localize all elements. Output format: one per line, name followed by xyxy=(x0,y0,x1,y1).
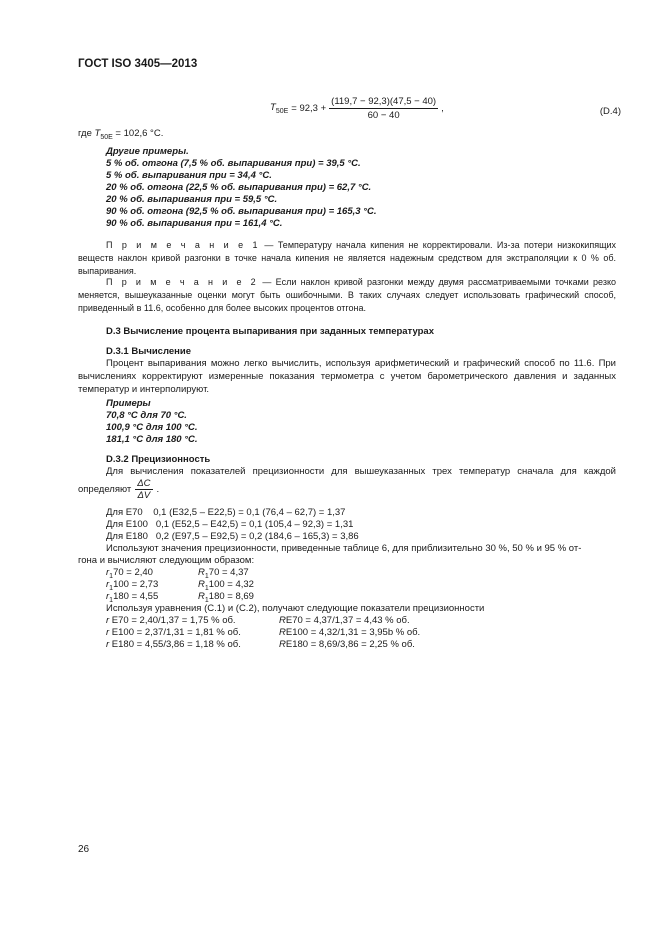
example-line: 20 % об. отгона (22,5 % об. выпаривания при) = 62,7 °С. xyxy=(106,182,372,193)
formula-comma: , xyxy=(441,103,444,114)
equation-number: (D.4) xyxy=(599,106,621,117)
section-d31-title: D.3.1 Вычисление xyxy=(106,346,192,357)
example-line: 70,8 °С для 70 °С. xyxy=(106,410,187,421)
other-examples-heading: Другие примеры. xyxy=(106,146,189,157)
example-line: 181,1 °С для 180 °С. xyxy=(106,434,198,445)
note-1: П р и м е ч а н и е 1 — Температуру начала кипения не корректировали. Из-за потери низкокипящих веществ наклон кривой разгонки в точке начала кипения не является надежным средством для экстраполяции к 0 % об. выпаривания. xyxy=(78,240,617,276)
examples-heading: Примеры xyxy=(106,398,151,409)
e-line: Для Е180 0,2 (Е97,5 – Е92,5) = 0,2 (184,6 – 165,3) = 3,86 xyxy=(106,531,359,542)
determine-line: определяют ΔC ΔV . xyxy=(78,478,160,501)
example-line: 90 % об. выпаривания при = 161,4 °С. xyxy=(106,218,283,229)
section-d31-text: Процент выпаривания можно легко вычислить, используя арифметический и графический способ по 11.6. При вычислениях корректируют измеренные показания термометра с учетом барометрического давления и заданных температур и интерполируют. xyxy=(78,358,616,395)
delta-fraction: ΔC ΔV xyxy=(137,478,151,501)
e-line: Для Е70 0,1 (Е32,5 – Е22,5) = 0,1 (76,4 – 62,7) = 1,37 xyxy=(106,507,346,518)
formula-numerator: (119,7 − 92,3)(47,5 − 40) xyxy=(331,96,437,107)
r-e-value: r Е70 = 2,40/1,37 = 1,75 % об. xyxy=(106,615,236,626)
R-value: $R_1100 = 4,32$ xyxy=(198,579,254,592)
e-line: Для Е100 0,1 (Е52,5 – Е42,5) = 0,1 (105,4 – 92,3) = 1,31 xyxy=(106,519,354,530)
example-line: 5 % об. отгона (7,5 % об. выпаривания при) = 39,5 °С. xyxy=(106,158,361,169)
r-value: $r_1100 = 2,73$ xyxy=(106,579,159,592)
r-value: $r_1180 = 4,55$ xyxy=(106,591,159,604)
formula-lhs: $T_{50E}$ xyxy=(270,102,289,115)
section-d3-title: D.3 Вычисление процента выпаривания при заданных температурах xyxy=(106,326,434,337)
r-value: $r_170 = 2,40$ xyxy=(106,567,153,580)
R-e-value: RЕ180 = 8,69/3,86 = 2,25 % об. xyxy=(279,639,415,650)
note-2: П р и м е ч а н и е 2 — Если наклон кривой разгонки между двумя рассматриваемыми точками резко меняется, вышеуказанные оценки могут быть ошибочными. В таких случаях следует использовать графический способ, приведенный в 11.6, особенно для более высоких процентов отгона. xyxy=(78,277,617,313)
page-number: 26 xyxy=(78,844,90,855)
r-e-value: r Е180 = 4,55/3,86 = 1,18 % об. xyxy=(106,639,241,650)
equations-text: Используя уравнения (С.1) и (С.2), получают следующие показатели прецизионности xyxy=(106,603,485,614)
example-line: 100,9 °С для 100 °С. xyxy=(106,422,198,433)
formula-equals: = 92,3 + xyxy=(291,103,327,114)
R-value: $R_170 = 4,37$ xyxy=(198,567,249,580)
formula-fraction xyxy=(329,96,438,121)
formula-d4 xyxy=(270,96,444,121)
use-text-line-1: Используют значения прецизионности, приведенные таблице 6, для приблизительно 30 %, 50 % и 95 % от- xyxy=(106,543,582,554)
example-line: 90 % об. отгона (92,5 % об. выпаривания при) = 165,3 °С. xyxy=(106,206,377,217)
formula-denominator: 60 − 40 xyxy=(367,110,400,121)
r-e-value: r Е100 = 2,37/1,31 = 1,81 % об. xyxy=(106,627,241,638)
section-d32-title: D.3.2 Прецизионность xyxy=(106,454,211,465)
R-e-value: RЕ70 = 4,37/1,37 = 4,43 % об. xyxy=(279,615,410,626)
precision-intro: Для вычисления показателей прецизионности для вышеуказанных трех температур сначала для каждой xyxy=(106,466,616,477)
use-text-line-2: гона и вычисляют следующим образом: xyxy=(78,555,255,566)
document-header: ГОСТ ISO 3405—2013 xyxy=(78,58,198,70)
example-line: 5 % об. выпаривания при = 34,4 °С. xyxy=(106,170,272,181)
example-line: 20 % об. выпаривания при = 59,5 °С. xyxy=(106,194,278,205)
R-e-value: RЕ100 = 4,32/1,31 = 3,95b % об. xyxy=(279,627,421,638)
where-line: где $T_{50E} = 102,6$ °С. xyxy=(78,128,164,141)
R-value: $R_1180 = 8,69$ xyxy=(198,591,254,604)
